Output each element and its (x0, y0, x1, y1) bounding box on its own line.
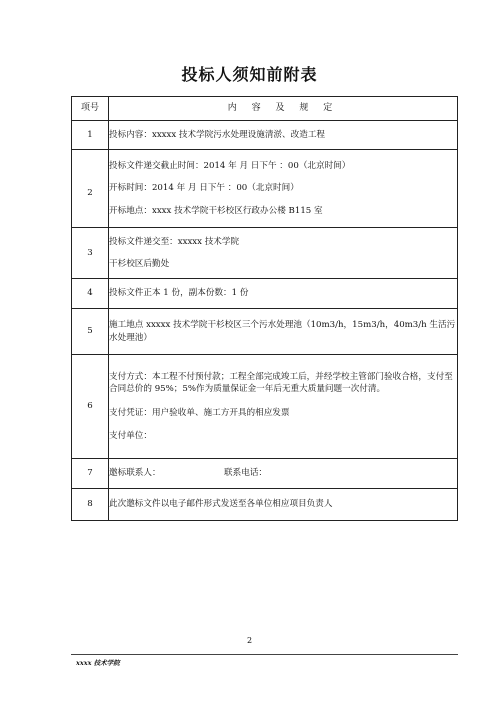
row-text: 投标文件递交至：xxxxx 技术学院 (109, 236, 240, 247)
header-content: 内 容 及 规 定 (109, 97, 458, 121)
table-row (72, 355, 458, 459)
contact-phone-label: 联系电话： (224, 468, 268, 479)
row-text: 投标文件正本 1 份，副本份数：1 份 (109, 288, 249, 299)
row-number: 8 (72, 489, 109, 521)
row-number: 4 (72, 279, 109, 309)
row-text: 支付凭证：用户验收单、施工方开具的相应发票 (109, 407, 290, 418)
table-row (72, 121, 458, 150)
table-header-row (72, 97, 458, 121)
footer-institution: xxxx 技术学院 (76, 659, 120, 667)
row-text: 投标文件递交截止时间：2014 年 月 日下午 ：00（北京时间） (109, 160, 351, 171)
table-row (72, 459, 458, 489)
page-title: 投标人须知前附表 (181, 65, 318, 84)
row-number: 7 (72, 459, 109, 489)
row-text: 开标时间：2014 年 月 日下午 ：00（北京时间） (109, 183, 299, 194)
row-number: 6 (72, 355, 109, 459)
row-text: 支付方式：本工程不付预付款；工程全部完成竣工后，并经学校主管部门验收合格，支付至合同总价的 95%；5%作为质量保证金一年后无重大质量问题一次付清。 (109, 371, 453, 395)
row-number: 3 (72, 228, 109, 279)
row-number: 2 (72, 150, 109, 228)
page-number: 2 (246, 636, 253, 645)
requirements-table (71, 96, 458, 521)
row-number: 1 (72, 121, 109, 150)
table-row (72, 228, 458, 279)
table-row (72, 150, 458, 228)
table-row (72, 279, 458, 309)
row-number: 5 (72, 309, 109, 355)
row-text: 投标内容：xxxxx 技术学院污水处理设施清淤、改造工程 (109, 129, 326, 140)
row-text: 施工地点 xxxxx 技术学院干杉校区三个污水处理池（10m3/h，15m3/h，40m3/h 生活污水处理池） (109, 320, 456, 343)
header-item-number: 项号 (72, 97, 109, 121)
row-text: 此次邀标文件以电子邮件形式发送至各单位相应项目负责人 (109, 499, 333, 510)
contact-person-label: 邀标联系人： (109, 468, 161, 479)
row-text: 开标地点：xxxx 技术学院干杉校区行政办公楼 B115 室 (109, 205, 323, 216)
footer-divider (71, 654, 458, 655)
row-text: 支付单位： (109, 430, 152, 441)
table-row (72, 309, 458, 355)
row-text: 干杉校区后勤处 (109, 259, 170, 269)
table-row (72, 489, 458, 521)
